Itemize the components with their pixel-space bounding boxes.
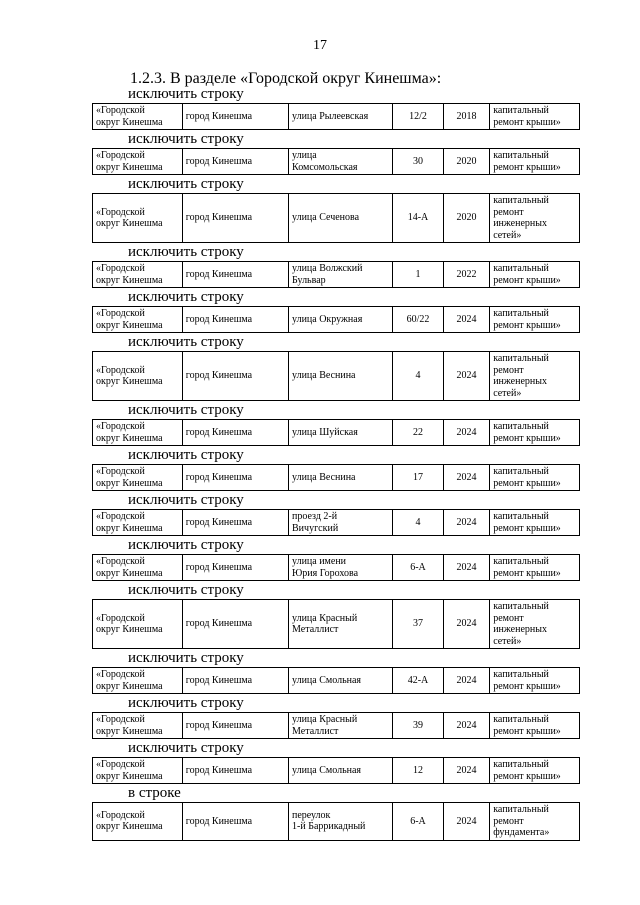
- instruction-text: исключить строку: [128, 402, 244, 418]
- cell-work-type: капитальный ремонт крыши»: [490, 555, 580, 581]
- cell-year: 2024: [443, 420, 489, 446]
- cell-house: 22: [393, 420, 444, 446]
- cell-house: 6-А: [393, 803, 444, 841]
- cell-city: город Кинешма: [182, 307, 288, 333]
- cell-city: город Кинешма: [182, 104, 288, 130]
- amendment-block: [92, 175, 580, 243]
- instruction-text: исключить строку: [128, 289, 244, 305]
- cell-work-type: капитальный ремонт крыши»: [490, 668, 580, 694]
- cell-city: город Кинешма: [182, 420, 288, 446]
- cell-year: 2022: [443, 262, 489, 288]
- cell-house: 12: [393, 758, 444, 784]
- cell-year: 2024: [443, 307, 489, 333]
- instruction-text: исключить строку: [128, 582, 244, 598]
- cell-city: город Кинешма: [182, 465, 288, 491]
- cell-house: 4: [393, 510, 444, 536]
- cell-street: улица Красный Металлист: [289, 713, 393, 739]
- cell-city: город Кинешма: [182, 510, 288, 536]
- cell-street: улица Комсомольская: [289, 149, 393, 175]
- amendment-block: [92, 85, 580, 130]
- cell-work-type: капитальный ремонт инженерных сетей»: [490, 600, 580, 649]
- cell-municipality: «Городской округ Кинешма: [93, 510, 183, 536]
- table-row: [92, 148, 580, 175]
- instruction-text: исключить строку: [128, 492, 244, 508]
- cell-year: 2024: [443, 803, 489, 841]
- amendment-block: [92, 694, 580, 739]
- amendment-block: [92, 333, 580, 401]
- cell-year: 2020: [443, 194, 489, 243]
- cell-municipality: «Городской округ Кинешма: [93, 600, 183, 649]
- cell-street: улица Смольная: [289, 758, 393, 784]
- cell-municipality: «Городской округ Кинешма: [93, 758, 183, 784]
- cell-city: город Кинешма: [182, 262, 288, 288]
- table-row: [92, 464, 580, 491]
- cell-street: улица Окружная: [289, 307, 393, 333]
- cell-street: улица Шуйская: [289, 420, 393, 446]
- instruction-text: в строке: [128, 785, 181, 801]
- instruction-text: исключить строку: [128, 537, 244, 553]
- cell-house: 17: [393, 465, 444, 491]
- amendment-block: [92, 243, 580, 288]
- cell-city: город Кинешма: [182, 600, 288, 649]
- cell-house: 14-А: [393, 194, 444, 243]
- cell-year: 2024: [443, 510, 489, 536]
- cell-house: 1: [393, 262, 444, 288]
- cell-work-type: капитальный ремонт крыши»: [490, 149, 580, 175]
- cell-work-type: капитальный ремонт крыши»: [490, 758, 580, 784]
- cell-year: 2024: [443, 668, 489, 694]
- cell-work-type: капитальный ремонт инженерных сетей»: [490, 352, 580, 401]
- table-row: [92, 103, 580, 130]
- cell-municipality: «Городской округ Кинешма: [93, 465, 183, 491]
- table-row: [92, 306, 580, 333]
- cell-city: город Кинешма: [182, 555, 288, 581]
- cell-work-type: капитальный ремонт крыши»: [490, 420, 580, 446]
- cell-municipality: «Городской округ Кинешма: [93, 307, 183, 333]
- cell-work-type: капитальный ремонт инженерных сетей»: [490, 194, 580, 243]
- cell-city: город Кинешма: [182, 758, 288, 784]
- cell-city: город Кинешма: [182, 149, 288, 175]
- amendment-block: [92, 130, 580, 175]
- table-row: [92, 509, 580, 536]
- cell-work-type: капитальный ремонт фундамента»: [490, 803, 580, 841]
- amendment-block: [92, 446, 580, 491]
- cell-city: город Кинешма: [182, 352, 288, 401]
- cell-municipality: «Городской округ Кинешма: [93, 352, 183, 401]
- cell-work-type: капитальный ремонт крыши»: [490, 262, 580, 288]
- cell-city: город Кинешма: [182, 668, 288, 694]
- instruction-text: исключить строку: [128, 740, 244, 756]
- cell-street: проезд 2-й Вичугский: [289, 510, 393, 536]
- cell-year: 2024: [443, 758, 489, 784]
- cell-house: 12/2: [393, 104, 444, 130]
- cell-city: город Кинешма: [182, 194, 288, 243]
- cell-work-type: капитальный ремонт крыши»: [490, 307, 580, 333]
- cell-street: улица Рылеевская: [289, 104, 393, 130]
- cell-street: улица Веснина: [289, 352, 393, 401]
- table-row: [92, 351, 580, 401]
- cell-street: улица Красный Металлист: [289, 600, 393, 649]
- amendment-block: [92, 536, 580, 581]
- cell-municipality: «Городской округ Кинешма: [93, 262, 183, 288]
- amendment-block: [92, 581, 580, 649]
- amendment-block: [92, 401, 580, 446]
- cell-city: город Кинешма: [182, 803, 288, 841]
- amendment-block: [92, 491, 580, 536]
- cell-street: улица Сеченова: [289, 194, 393, 243]
- section-heading: 1.2.3. В разделе «Городской округ Кинешма»:: [130, 70, 442, 87]
- cell-street: улица Веснина: [289, 465, 393, 491]
- cell-city: город Кинешма: [182, 713, 288, 739]
- cell-year: 2024: [443, 555, 489, 581]
- cell-street: улица имени Юрия Горохова: [289, 555, 393, 581]
- amendment-list: [92, 85, 580, 841]
- cell-work-type: капитальный ремонт крыши»: [490, 465, 580, 491]
- cell-house: 6-А: [393, 555, 444, 581]
- amendment-block: [92, 288, 580, 333]
- cell-house: 4: [393, 352, 444, 401]
- cell-year: 2024: [443, 465, 489, 491]
- table-row: [92, 802, 580, 841]
- cell-house: 39: [393, 713, 444, 739]
- instruction-text: исключить строку: [128, 86, 244, 102]
- instruction-text: исключить строку: [128, 650, 244, 666]
- cell-year: 2024: [443, 713, 489, 739]
- page-number: 17: [313, 38, 327, 53]
- cell-work-type: капитальный ремонт крыши»: [490, 713, 580, 739]
- cell-house: 30: [393, 149, 444, 175]
- table-row: [92, 667, 580, 694]
- cell-street: переулок 1-й Баррикадный: [289, 803, 393, 841]
- cell-street: улица Смольная: [289, 668, 393, 694]
- instruction-text: исключить строку: [128, 447, 244, 463]
- table-row: [92, 554, 580, 581]
- cell-street: улица Волжский Бульвар: [289, 262, 393, 288]
- cell-year: 2024: [443, 600, 489, 649]
- amendment-block: [92, 784, 580, 841]
- cell-year: 2018: [443, 104, 489, 130]
- cell-work-type: капитальный ремонт крыши»: [490, 104, 580, 130]
- amendment-block: [92, 649, 580, 694]
- cell-municipality: «Городской округ Кинешма: [93, 668, 183, 694]
- table-row: [92, 599, 580, 649]
- cell-municipality: «Городской округ Кинешма: [93, 149, 183, 175]
- cell-municipality: «Городской округ Кинешма: [93, 194, 183, 243]
- instruction-text: исключить строку: [128, 131, 244, 147]
- cell-year: 2020: [443, 149, 489, 175]
- instruction-text: исключить строку: [128, 176, 244, 192]
- table-row: [92, 193, 580, 243]
- cell-year: 2024: [443, 352, 489, 401]
- cell-house: 60/22: [393, 307, 444, 333]
- table-row: [92, 757, 580, 784]
- cell-municipality: «Городской округ Кинешма: [93, 713, 183, 739]
- table-row: [92, 261, 580, 288]
- amendment-block: [92, 739, 580, 784]
- instruction-text: исключить строку: [128, 244, 244, 260]
- table-row: [92, 712, 580, 739]
- cell-municipality: «Городской округ Кинешма: [93, 420, 183, 446]
- cell-house: 42-А: [393, 668, 444, 694]
- cell-municipality: «Городской округ Кинешма: [93, 803, 183, 841]
- cell-work-type: капитальный ремонт крыши»: [490, 510, 580, 536]
- cell-municipality: «Городской округ Кинешма: [93, 555, 183, 581]
- cell-house: 37: [393, 600, 444, 649]
- instruction-text: исключить строку: [128, 334, 244, 350]
- table-row: [92, 419, 580, 446]
- instruction-text: исключить строку: [128, 695, 244, 711]
- cell-municipality: «Городской округ Кинешма: [93, 104, 183, 130]
